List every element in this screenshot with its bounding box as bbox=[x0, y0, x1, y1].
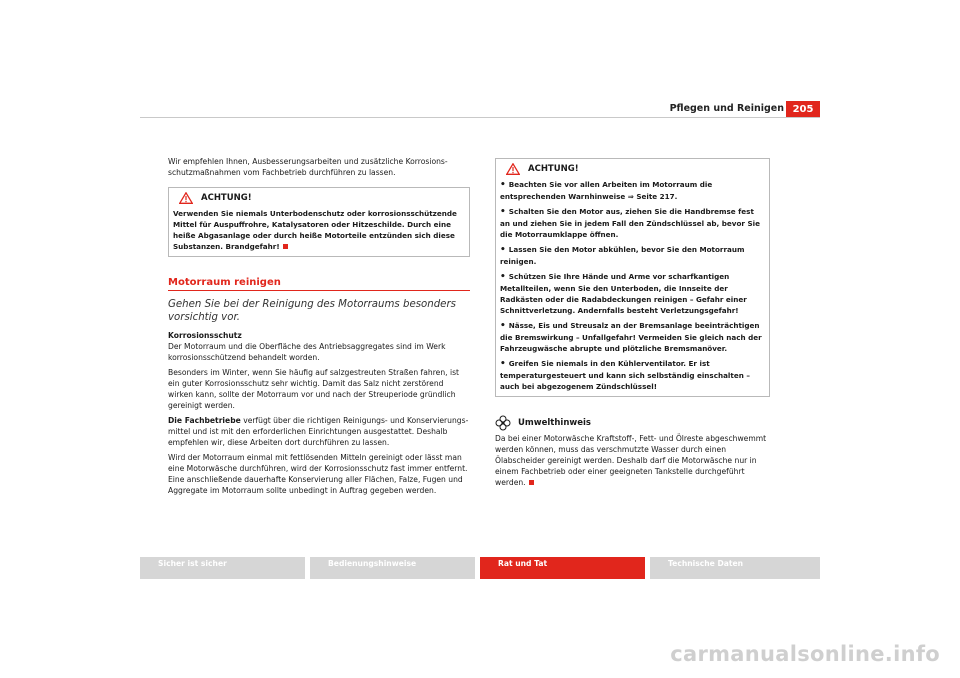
paragraph-3 bbox=[168, 415, 470, 448]
bullet-icon: • bbox=[500, 207, 506, 217]
footer-tab-bedienung[interactable]: Bedienungshinweise bbox=[310, 557, 475, 579]
paragraph-3-rest: verfügt über die richtigen Reinigungs- und Konservierungsmittel und ist mit den erforderlichen Einrichtungen ausgestattet. Deshalb empfehlen wir, diese Arbeiten dort durchführen zu lassen. bbox=[168, 416, 469, 447]
environment-flower-icon bbox=[495, 415, 511, 431]
environment-header bbox=[495, 415, 770, 431]
page-header-title: Pflegen und Reinigen bbox=[669, 103, 784, 114]
header-divider bbox=[140, 117, 820, 118]
intro-paragraph: Wir empfehlen Ihnen, Ausbesserungsarbeiten und zusätzliche Korrosionsschutzmaßnahmen vom Fachbetrieb durchführen zu lassen. bbox=[168, 157, 448, 177]
page-number-badge: 205 bbox=[786, 101, 820, 118]
paragraph-3-bold: Die Fachbetriebe bbox=[168, 416, 241, 425]
bullet-icon: • bbox=[500, 245, 506, 255]
warning-body bbox=[169, 208, 469, 256]
warning-triangle-icon bbox=[179, 192, 193, 204]
warning-triangle-icon bbox=[506, 163, 520, 175]
warning-text: Verwenden Sie niemals Unterbodenschutz oder korrosionsschützende Mittel für Auspuffrohre, Katalysatoren oder Hitzeschilde. Durch eine heiße Abgasanlage oder durch heiße Motorteile entzünden sich diese Substanzen. Brandgefahr! bbox=[173, 209, 457, 251]
section-divider bbox=[168, 290, 470, 291]
end-of-section-icon bbox=[283, 244, 288, 249]
end-of-section-icon bbox=[529, 480, 534, 485]
subheading-korrosionsschutz: Korrosionsschutz bbox=[168, 331, 242, 340]
environment-title: Umwelthinweis bbox=[518, 417, 591, 428]
warning-body-right bbox=[496, 179, 769, 396]
footer-tab-technische-daten[interactable]: Technische Daten bbox=[650, 557, 820, 579]
section-lead: Gehen Sie bei der Reinigung des Motorraums besonders vorsichtig vor. bbox=[168, 299, 456, 323]
warning-header bbox=[169, 188, 469, 208]
paragraph-1: Der Motorraum und die Oberfläche des Antriebsaggregates sind im Werk korrosionsschützend behandelt worden. bbox=[168, 342, 446, 362]
paragraph-2: Besonders im Winter, wenn Sie häufig auf salzgestreuten Straßen fahren, ist ein guter Korrosionsschutz sehr wichtig. Damit das Salz nicht zerstörend wirken kann, sollte der Motorraum vor und nach der Streuperiode gründlich gereinigt werden. bbox=[168, 368, 460, 410]
warning-header-right bbox=[496, 159, 769, 179]
list-item: • Greifen Sie niemals in den Kühlerventilator. Er ist temperaturgesteuert und kann sich selbständig einschalten – auch bei abgezogenem Zündschlüssel! bbox=[500, 359, 750, 391]
footer-tab-sicher[interactable]: Sicher ist sicher bbox=[140, 557, 305, 579]
section-title: Motorraum reinigen bbox=[168, 277, 281, 288]
bullet-icon: • bbox=[500, 272, 506, 282]
list-item: • Nässe, Eis und Streusalz an der Bremsanlage beeinträchtigen die Bremswirkung – Unfallgefahr! Vermeiden Sie gleich nach der Fahrzeugwäsche abrupte und plötzliche Bremsmanöver. bbox=[500, 321, 762, 353]
list-item: • Schalten Sie den Motor aus, ziehen Sie die Handbremse fest an und ziehen Sie in jedem Fall den Zündschlüssel ab, bevor Sie die Motorraumklappe öffnen. bbox=[500, 207, 760, 239]
bullet-icon: • bbox=[500, 359, 506, 369]
watermark: carmanualsonline.info bbox=[670, 642, 940, 666]
warning-box-left bbox=[168, 187, 470, 257]
right-column bbox=[495, 158, 770, 492]
left-column bbox=[168, 156, 470, 500]
warning-title-right: ACHTUNG! bbox=[528, 163, 579, 174]
footer-tab-rat-und-tat[interactable]: Rat und Tat bbox=[480, 557, 645, 579]
paragraph-4: Wird der Motorraum einmal mit fettlösenden Mitteln gereinigt oder lässt man eine Motorwäsche durchführen, wird der Korrosionsschutz fast immer entfernt. Eine anschließende dauerhafte Konservierung aller Flächen, Falze, Fugen und Aggregate im Motorraum sollte unbedingt in Auftrag gegeben werden. bbox=[168, 453, 468, 495]
list-item: • Schützen Sie Ihre Hände und Arme vor scharfkantigen Metallteilen, wenn Sie den Unterboden, die Innseite der Radkästen oder die Radabdeckungen reinigen – Gefahr einer Schnittverletzung. Andernfalls besteht Verletzungsgefahr! bbox=[500, 272, 747, 315]
warning-title: ACHTUNG! bbox=[201, 192, 252, 203]
list-item: • Lassen Sie den Motor abkühlen, bevor Sie den Motorraum reinigen. bbox=[500, 245, 745, 266]
list-item: • Beachten Sie vor allen Arbeiten im Motorraum die entsprechenden Warnhinweise ⇒ Seite 217. bbox=[500, 180, 713, 201]
bullet-icon: • bbox=[500, 180, 506, 190]
warning-box-right bbox=[495, 158, 770, 397]
bullet-icon: • bbox=[500, 321, 506, 331]
environment-text: Da bei einer Motorwäsche Kraftstoff-, Fett- und Ölreste abgeschwemmt werden können, muss das verschmutzte Wasser durch einen Ölabscheider gereinigt werden. Deshalb darf die Motorwäsche nur in einem Fachbetrieb oder einer geeigneten Tankstelle durchgeführt werden. bbox=[495, 434, 767, 487]
warning-list bbox=[500, 179, 765, 392]
